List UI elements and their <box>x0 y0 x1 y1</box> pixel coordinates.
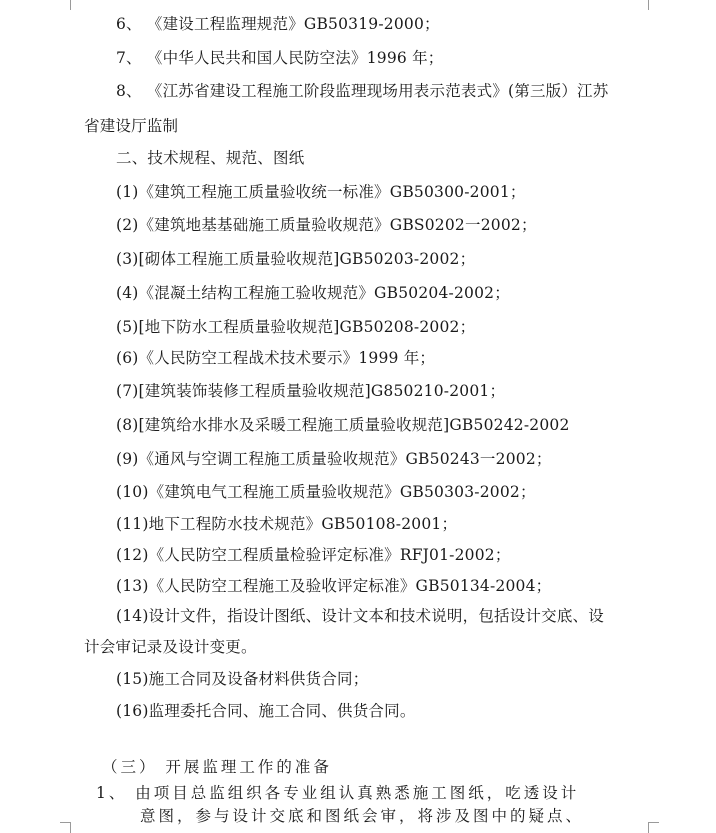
list-item-continuation: 计会审记录及设计变更。 <box>84 638 257 656</box>
list-item: (1)《建筑工程施工质量验收统一标准》GB50300-2001； <box>116 183 526 201</box>
list-item: (12)《人民防空工程质量检验评定标准》RFJ01-2002； <box>116 546 511 564</box>
margin-corner-bottom-right <box>648 822 659 833</box>
text-line: 省建设厅监制 <box>84 117 179 135</box>
list-item: (14)设计文件，指设计图纸、设计文本和技术说明，包括设计交底、设 <box>116 607 604 625</box>
list-item: (5)[地下防水工程质量验收规范]GB50208-2002； <box>116 318 476 336</box>
text-line: 6、 《建设工程监理规范》GB50319-2000； <box>116 15 440 33</box>
list-item: (13)《人民防空工程施工及验收评定标准》GB50134-2004； <box>116 577 552 595</box>
list-item: (9)《通风与空调工程施工质量验收规范》GB50243一2002； <box>116 450 552 468</box>
text-line-continuation: 意图，参与设计交底和图纸会审，将涉及图中的疑点、 <box>140 807 585 825</box>
list-item: (10)《建筑电气工程施工质量验收规范》GB50303-2002； <box>116 483 536 501</box>
text-line: 1、 由项目总监组织各专业组认真熟悉施工图纸，吃透设计 <box>96 784 580 802</box>
margin-corner-top-right <box>648 0 659 10</box>
margin-corner-top-left <box>60 0 71 10</box>
list-item: (11)地下工程防水技术规范》GB50108-2001； <box>116 515 458 533</box>
text-line: 7、 《中华人民共和国人民防空法》1996 年； <box>116 49 444 67</box>
list-item: (3)[砌体工程施工质量验收规范]GB50203-2002； <box>116 250 476 268</box>
list-item: (4)《混凝土结构工程施工验收规范》GB50204-2002； <box>116 284 510 302</box>
section-heading: 二、技术规程、规范、图纸 <box>116 149 305 167</box>
section-heading: （三） 开展监理工作的准备 <box>102 758 332 776</box>
text-line: 8、 《江苏省建设工程施工阶段监理现场用表示范表式》(第三版）江苏 <box>116 82 609 100</box>
list-item: (8)[建筑给水排水及采暖工程施工质量验收规范]GB50242-2002 <box>116 416 570 434</box>
margin-corner-bottom-left <box>60 822 71 833</box>
list-item: (2)《建筑地基基础施工质量验收规范》GBS0202一2002； <box>116 216 537 234</box>
list-item: (7)[建筑装饰装修工程质量验收规范]G850210-2001； <box>116 382 506 400</box>
list-item: (16)监理委托合同、施工合同、供货合同。 <box>116 702 416 720</box>
list-item: (15)施工合同及设备材料供货合同； <box>116 670 369 688</box>
list-item: (6)《人民防空工程战术技术要示》1999 年； <box>116 349 436 367</box>
